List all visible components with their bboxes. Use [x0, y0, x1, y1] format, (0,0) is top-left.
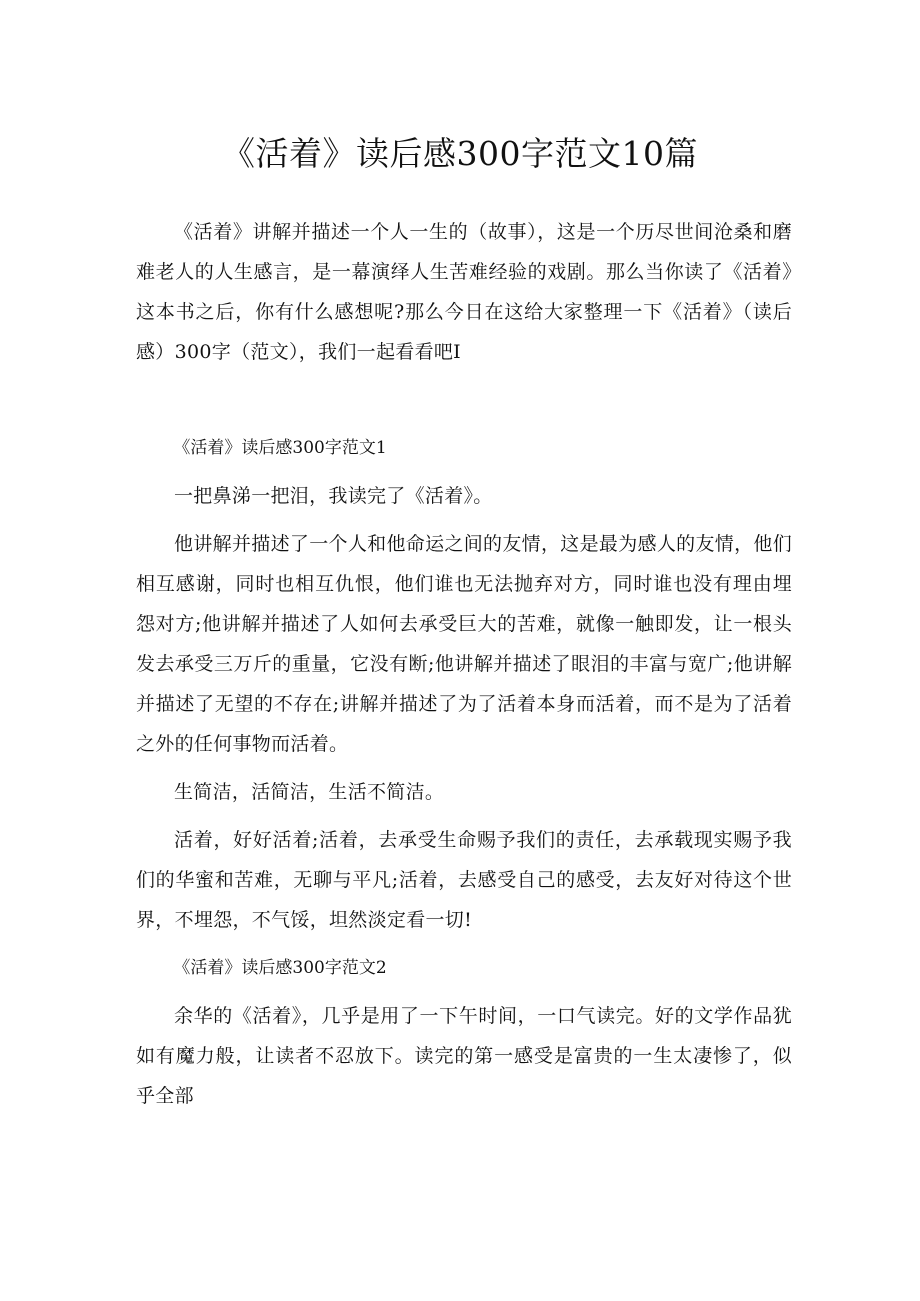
- section-spacer: [136, 940, 792, 948]
- section-spacer: [136, 372, 792, 428]
- paragraph-spacer: [136, 516, 792, 524]
- document-title: 《活着》读后感300字范文10篇: [222, 134, 698, 173]
- body-paragraph: 生简洁，活简洁，生活不简洁。: [174, 781, 445, 803]
- heading-spacer: [136, 988, 792, 996]
- body-paragraph: 活着，好好活着;活着，去承受生命赐予我们的责任，去承载现实赐予我们的华蜜和苦难，无聊与平凡;活着，去感受自己的感受，去友好对待这个世界，不埋怨，不气馁，坦然淡定看一切!: [136, 829, 792, 931]
- section-2: [136, 948, 792, 1116]
- paragraph-spacer: [136, 812, 792, 820]
- section-heading: 《活着》读后感300字范文1: [173, 438, 387, 458]
- document-body: [136, 212, 792, 1116]
- section-1: [136, 428, 792, 940]
- intro-paragraph: 《活着》讲解并描述一个人一生的（故事），这是一个历尽世间沧桑和磨难老人的人生感言，是一幕演绎人生苦难经验的戏剧。那么当你读了《活着》这本书之后，你有什么感想呢?那么今日在这给大家整理一下《活着》（读后感）300字（范文），我们一起看看吧I: [136, 221, 792, 363]
- body-paragraph: 一把鼻涕一把泪，我读完了《活着》。: [174, 485, 493, 507]
- body-paragraph: 他讲解并描述了一个人和他命运之间的友情，这是最为感人的友情，他们相互感谢，同时也相互仇恨，他们谁也无法抛弃对方，同时谁也没有理由埋怨对方;他讲解并描述了人如何去承受巨大的苦难，就像一触即发，让一根头发去承受三万斤的重量，它没有断;他讲解并描述了眼泪的丰富与宽广;他讲解并描述了无望的不存在;讲解并描述了为了活着本身而活着，而不是为了活着之外的任何事物而活着。: [136, 533, 792, 755]
- body-paragraph: 余华的《活着》，几乎是用了一下午时间，一口气读完。好的文学作品犹如有魔力般，让读者不忍放下。读完的第一感受是富贵的一生太凄惨了，似乎全部: [136, 1005, 792, 1107]
- paragraph-spacer: [136, 764, 792, 772]
- section-heading: 《活着》读后感300字范文2: [173, 958, 387, 978]
- heading-spacer: [136, 468, 792, 476]
